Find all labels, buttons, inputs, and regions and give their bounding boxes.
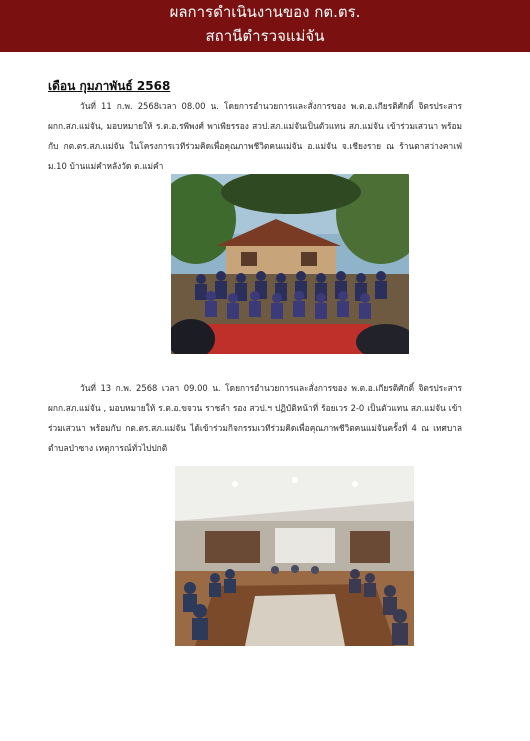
entry-text-1: วันที่ 11 ก.พ. 2568เวลา 08.00 น. โดยการอำนวยการและสั่งการของ พ.ต.อ.เกียรติศักดิ์ จิตรประสาร ผกก.สภ.แม่จัน, มอบหมายให้ ร.ต.อ.รพีพงศ์ พาเพียรรอง สวป.สภ.แม่จันเป็นตัวแทน สภ.แม่จัน เข้าร่วมเสวนา พร้อมกับ กต.ตร.สภ.แม่จัน ในโครงการเวทีร่วมคิดเพื่อคุณภาพชีวิตคนแม่จัน อ.แม่จัน จ.เชียงราย ณ ร้านตาสว่างคาเฟ่ ม.10 บ้านแม่คำหลังวัด ต.แม่คำ: [48, 101, 462, 171]
entry-paragraph-1: [48, 96, 462, 176]
outdoor-meeting-photo: [171, 174, 409, 354]
conference-room-photo: [175, 466, 414, 646]
header-title-line1: ผลการดำเนินงานของ กต.ตร.: [169, 3, 361, 21]
entry-paragraph-2: [48, 378, 462, 458]
page-header: [0, 0, 530, 52]
month-heading: เดือน กุมภาพันธ์ 2568: [48, 79, 171, 93]
entry-text-2: วันที่ 13 ก.พ. 2568 เวลา 09.00 น. โดยการอำนวยการและสั่งการของ พ.ต.อ.เกียรติศักดิ์ จิตรประสาร ผกก.สภ.แม่จัน , มอบหมายให้ ร.ต.อ.ขจวน ราชลำ รอง สวป.ฯ ปฏิบัติหน้าที่ ร้อยเวร 2-0 เป็นตัวแทน สภ.แม่จัน เข้าร่วมเสวนา พร้อมกับ กต.ตร.สภ.แม่จัน ได้เข้าร่วมกิจกรรมเวทีร่วมคิดเพื่อคุณภาพชีวิตคนแม่จันครั้งที่ 4 ณ เทศบาลตำบลป่าซาง เหตุการณ์ทั่วไปปกติ: [48, 383, 462, 453]
outdoor-meeting-photo-graphic: [171, 174, 409, 354]
conference-room-photo-graphic: [175, 466, 414, 646]
header-title-line2: สถานีตำรวจแม่จัน: [205, 27, 325, 45]
